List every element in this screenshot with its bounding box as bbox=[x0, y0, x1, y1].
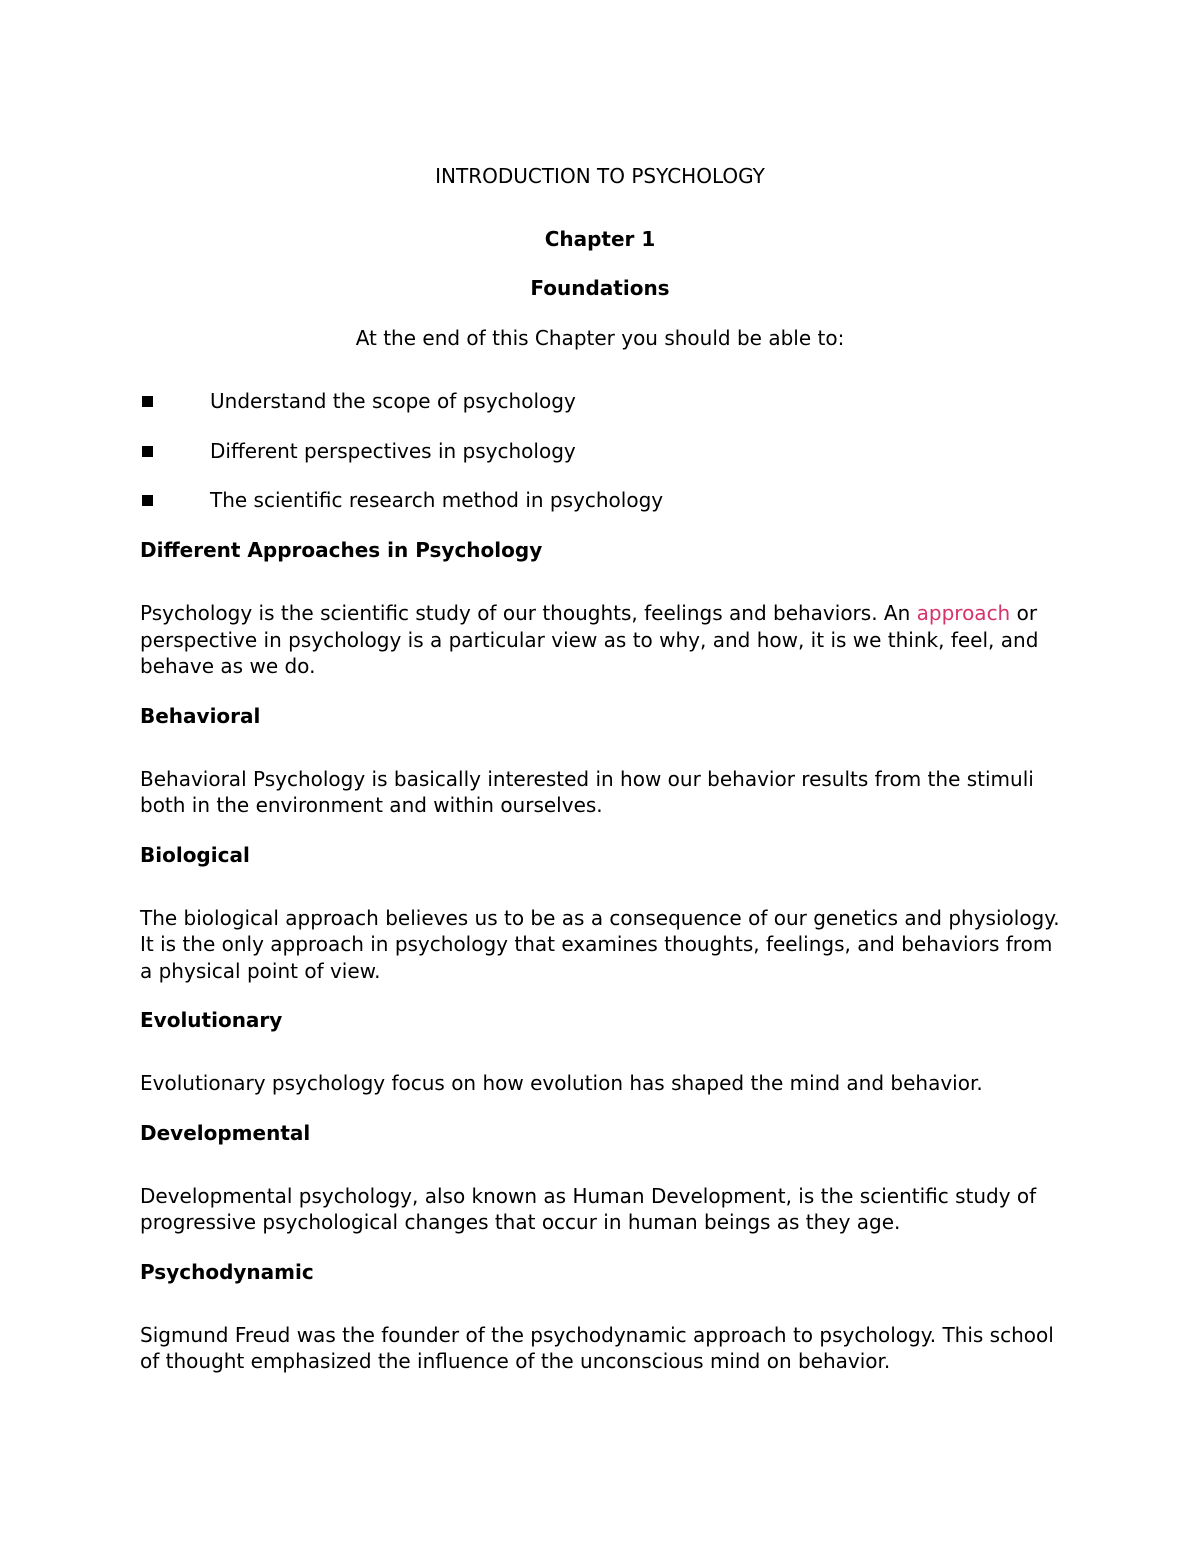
text-segment: or perspective in psychology is a particular view as to why, and how, it is we think, feel, and behave as we do. bbox=[140, 601, 1039, 678]
section-heading-developmental: Developmental bbox=[140, 1120, 311, 1145]
section-heading-biological: Biological bbox=[140, 842, 250, 867]
square-bullet-icon bbox=[142, 396, 153, 407]
chapter-title: Foundations bbox=[530, 276, 670, 300]
objective-text: Understand the scope of psychology bbox=[210, 389, 576, 413]
section-text-evolutionary: Evolutionary psychology focus on how evolution has shaped the mind and behavior. bbox=[140, 1071, 983, 1095]
section-text-psychodynamic: Sigmund Freud was the founder of the psychodynamic approach to psychology. This school of thought emphasized the influence of the unconscious mind on behavior. bbox=[140, 1322, 1054, 1373]
section-text-behavioral: Behavioral Psychology is basically interested in how our behavior results from the stimuli both in the environment and within ourselves. bbox=[140, 766, 1034, 817]
document-body bbox=[140, 537, 1070, 1375]
section-text-biological: The biological approach believes us to be as a consequence of our genetics and physiology. It is the only approach in psychology that examines thoughts, feelings, and behaviors from a physical point of view. bbox=[140, 905, 1060, 983]
document-title: INTRODUCTION TO PSYCHOLOGY bbox=[435, 164, 765, 188]
section-text-developmental: Developmental psychology, also known as Human Development, is the scientific study of progressive psychological changes that occur in human beings as they age. bbox=[140, 1183, 1037, 1234]
section-heading-evolutionary: Evolutionary bbox=[140, 1008, 283, 1032]
objectives-list bbox=[140, 388, 1100, 537]
section-heading-approaches: Different Approaches in Psychology bbox=[140, 538, 543, 562]
section-text-approaches bbox=[140, 600, 1070, 680]
chapter-number: Chapter 1 bbox=[544, 227, 656, 251]
section-heading-psychodynamic: Psychodynamic bbox=[140, 1259, 314, 1284]
section-heading-behavioral: Behavioral bbox=[140, 703, 261, 728]
objective-text: Different perspectives in psychology bbox=[210, 438, 576, 463]
list-item bbox=[140, 438, 1100, 488]
highlighted-term: approach bbox=[916, 601, 1011, 625]
list-item bbox=[140, 487, 1100, 537]
objectives-intro: At the end of this Chapter you should be able to: bbox=[355, 326, 845, 350]
list-item bbox=[140, 388, 1100, 438]
square-bullet-icon bbox=[142, 446, 153, 457]
square-bullet-icon bbox=[142, 495, 153, 506]
objective-text: The scientific research method in psychology bbox=[210, 488, 664, 512]
text-segment: Psychology is the scientific study of our thoughts, feelings and behaviors. An bbox=[140, 601, 917, 625]
